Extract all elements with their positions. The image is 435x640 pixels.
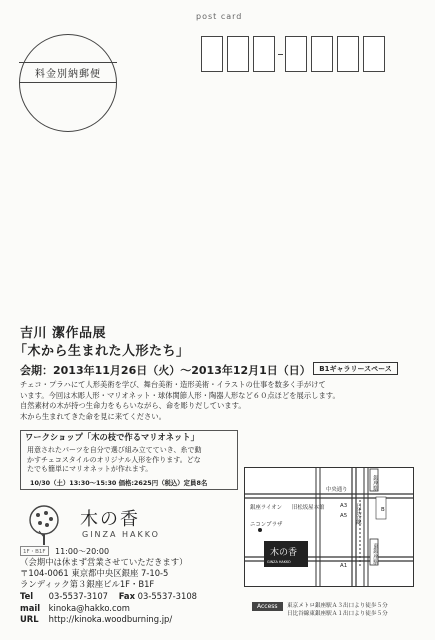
description-line: 木から生まれてきた命を見に来てください。: [20, 411, 166, 421]
postal-code-box: [337, 36, 359, 72]
phone-row: [20, 591, 197, 603]
map-label-higashi-ginza: 東銀座駅: [372, 543, 378, 565]
description-line: チェコ・プラハにて人形美術を学び、舞台美術・造形美術・イラストの仕事を数多く手がけて: [20, 380, 326, 389]
address-building: ランディック第３銀座ビル1F・B1F: [20, 579, 155, 589]
venue-badge: B1ギャラリースペース: [313, 362, 398, 375]
map-label-a3: A3: [340, 503, 348, 509]
postal-code-box: [201, 36, 223, 72]
floor-tag: 1F・B1F: [20, 546, 49, 556]
map-label-a1: A1: [340, 563, 348, 569]
postal-code-box: [363, 36, 385, 72]
opening-hours: 11:00～20:00: [55, 547, 110, 556]
tel-number[interactable]: 03-5537-3107: [48, 591, 109, 601]
fax-number: 03-5537-3108: [137, 591, 197, 601]
postal-code-box: [227, 36, 249, 72]
workshop-detail: 10/30（土）13:30～15:30 価格:2625円（税込）定員8名: [30, 479, 208, 487]
address-line: 〒104-0061 東京都中央区銀座 7-10-5: [20, 568, 169, 578]
access-line: 日比谷線東銀座駅Ａ１出口より徒歩５分: [287, 611, 388, 617]
postcard-label: post card: [196, 12, 243, 21]
exhibition-artist-title: 吉川 潔作品展: [20, 326, 107, 341]
exhibition-subtitle: 「木から生まれた人形たち」: [14, 344, 190, 359]
map-label-ginza-lion: 銀座ライオン: [250, 505, 283, 511]
url-label: URL: [20, 614, 39, 625]
mail-row: [20, 603, 197, 615]
brand-name: 木の香: [80, 509, 140, 530]
stamp-text: 料金別納郵便: [35, 69, 101, 80]
map-label-brand-sub: GINZA HAKKO: [267, 560, 291, 564]
website-link[interactable]: http://kinoka.woodburning.jp/: [48, 614, 173, 625]
workshop-description: [27, 446, 237, 475]
map-label-nikon-plaza: ニコンプラザ: [250, 522, 283, 528]
stamp-divider: [19, 82, 117, 83]
mail-label: mail: [20, 602, 41, 613]
access-map: [244, 467, 414, 587]
map-label-a5: A5: [340, 513, 348, 519]
description-line: います。今回は木彫人形・マリオネット・球体関節人形・陶器人形など６０点ほどを展示します。: [20, 390, 340, 400]
postal-code-box: [253, 36, 275, 72]
map-label-b: B: [381, 507, 385, 513]
fax-label: Fax: [118, 591, 135, 601]
postal-code-dash: [278, 54, 283, 55]
postal-code-box: [311, 36, 333, 72]
workshop-line: たでも簡単にマリオネットが作れます。: [27, 465, 153, 474]
access-info: [287, 602, 388, 618]
stamp-divider: [19, 62, 117, 63]
workshop-line: かすチェコスタイルのオリジナル人形を作ります。どな: [27, 455, 201, 464]
postal-code-box: [285, 36, 307, 72]
contact-block: [20, 591, 197, 626]
map-label-hibiya-line: 日比谷線: [355, 503, 361, 525]
workshop-line: 用意されたパーツを自分で選び組み立てていき、糸で動: [27, 446, 202, 454]
map-label-kyu-matsuzakaya: 旧松坂屋本館: [292, 505, 325, 511]
access-tag: Access: [252, 602, 283, 611]
map-label-chuo: 中央通り: [326, 487, 348, 493]
info-note: （会期中は休まず営業させていただきます）: [20, 557, 188, 567]
map-label-brand: 木の香: [270, 548, 298, 558]
workshop-title: ワークショップ「木の枝で作るマリオネット」: [25, 432, 199, 442]
exhibition-description: [20, 380, 418, 422]
address-block: [20, 557, 188, 590]
brand-subtitle: GINZA HAKKO: [82, 530, 160, 539]
exhibition-dates: 会期：2013年11月26日（火）～2013年12月1日（日）: [20, 364, 311, 377]
url-row: [20, 614, 197, 626]
stamp-circle: [19, 34, 117, 132]
mail-address[interactable]: kinoka@hakko.com: [48, 602, 130, 613]
map-label-ginza-station: 銀座駅: [372, 475, 378, 492]
tel-label: Tel: [20, 591, 34, 601]
access-line: 東京メトロ銀座駅Ａ３出口より徒歩５分: [287, 603, 388, 609]
description-line: 自然素材の木が持つ生命力をもらいながら、命を彫りだしています。: [20, 401, 246, 410]
tree-logo-icon: [24, 503, 68, 547]
